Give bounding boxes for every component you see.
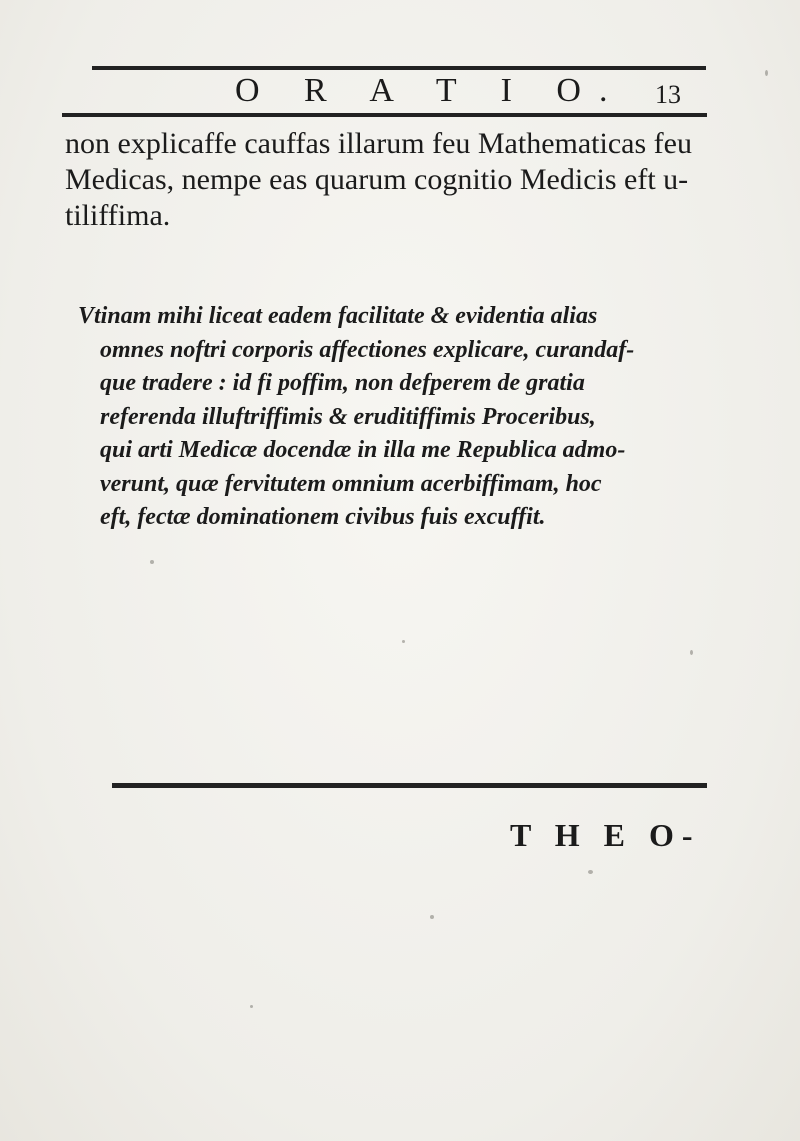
catchword: T H E O- [510,817,701,853]
text-line: Medicas, nempe eas quarum cognitio Medicis eft u- [65,163,689,196]
page-number: 13 [655,80,681,109]
italic-paragraph [78,300,718,535]
text-line: eft, fectæ dominationem civibus fuis excuffit. [100,504,546,530]
running-head: O R A T I O. [235,72,626,109]
text-line: que tradere : id fi poffim, non defperem de gratia [100,370,585,396]
paper-speck [430,915,434,919]
top-rule [92,66,706,70]
text-line: tiliffima. [65,199,171,232]
paper-speck [150,560,154,564]
paper-speck [250,1005,253,1008]
roman-paragraph [65,126,715,234]
header-rule [62,113,707,117]
paper-speck [588,870,593,874]
section-rule [112,783,707,788]
text-line: omnes noftri corporis affectiones explicare, curandaf- [100,336,635,363]
paper-speck [690,650,693,655]
text-line: Vtinam mihi liceat eadem facilitate & evidentia alias [78,303,598,329]
text-line: verunt, quæ fervitutem omnium acerbiffimam, hoc [100,470,602,497]
paper-speck [765,70,768,76]
text-line: qui arti Medicæ docendæ in illa me Republica admo- [100,437,626,463]
text-line: non explicaffe cauffas illarum feu Mathematicas feu [65,127,692,160]
paper-speck [402,640,405,643]
text-line: referenda illuftriffimis & eruditiffimis Proceribus, [100,403,596,430]
